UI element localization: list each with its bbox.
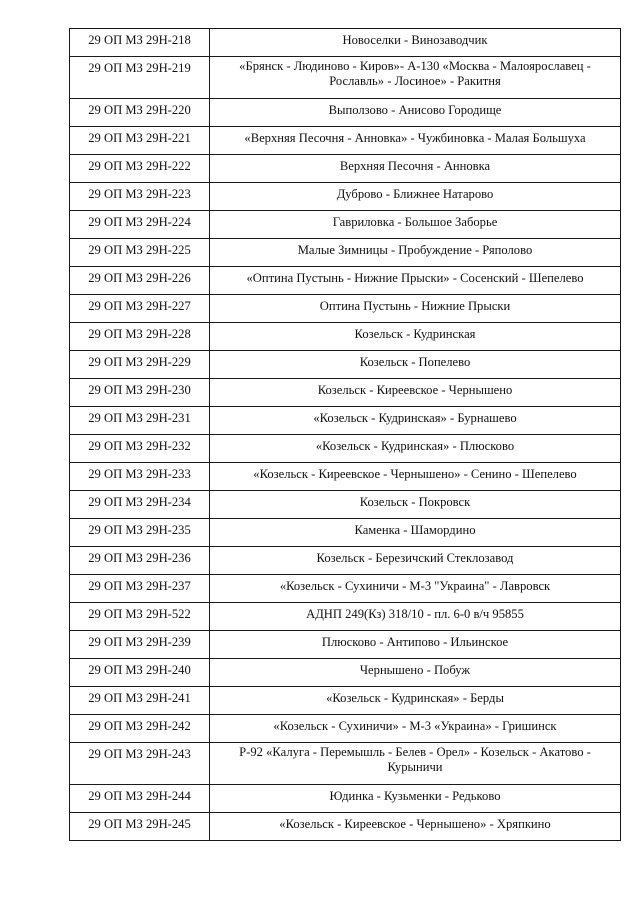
table-row <box>70 57 621 99</box>
table-row <box>70 435 621 463</box>
road-id-cell: 29 ОП МЗ 29Н-219 <box>70 57 210 99</box>
table-row <box>70 687 621 715</box>
road-id-cell: 29 ОП МЗ 29Н-229 <box>70 351 210 379</box>
road-id-cell: 29 ОП МЗ 29Н-218 <box>70 29 210 57</box>
road-name-cell: «Брянск - Людиново - Киров»- А-130 «Москва - Малоярославец - Рославль» - Лосиное» - Ракитня <box>210 57 621 99</box>
road-id-cell: 29 ОП МЗ 29Н-242 <box>70 715 210 743</box>
road-name-cell: «Оптина Пустынь - Нижние Прыски» - Сосенский - Шепелево <box>210 267 621 295</box>
road-name-cell: Верхняя Песочня - Анновка <box>210 155 621 183</box>
road-name-cell: Юдинка - Кузьменки - Редьково <box>210 785 621 813</box>
road-name-cell: Новоселки - Винозаводчик <box>210 29 621 57</box>
table-row <box>70 295 621 323</box>
table-row <box>70 239 621 267</box>
road-id-cell: 29 ОП МЗ 29Н-236 <box>70 547 210 575</box>
road-id-cell: 29 ОП МЗ 29Н-243 <box>70 743 210 785</box>
table-row <box>70 351 621 379</box>
road-name-cell: «Козельск - Сухиничи» - М-3 «Украина» - Гришинск <box>210 715 621 743</box>
table-row <box>70 547 621 575</box>
road-id-cell: 29 ОП МЗ 29Н-227 <box>70 295 210 323</box>
road-name-cell: Козельск - Попелево <box>210 351 621 379</box>
table-row <box>70 743 621 785</box>
table-row <box>70 155 621 183</box>
road-name-cell: Выползово - Анисово Городище <box>210 99 621 127</box>
table-row <box>70 463 621 491</box>
road-id-cell: 29 ОП МЗ 29Н-228 <box>70 323 210 351</box>
road-name-cell: АДНП 249(Кз) 318/10 - пл. 6-0 в/ч 95855 <box>210 603 621 631</box>
road-name-cell: Оптина Пустынь - Нижние Прыски <box>210 295 621 323</box>
road-id-cell: 29 ОП МЗ 29Н-237 <box>70 575 210 603</box>
road-name-cell: Р-92 «Калуга - Перемышль - Белев - Орел» - Козельск - Акатово - Курыничи <box>210 743 621 785</box>
road-name-cell: Плюсково - Антипово - Ильинское <box>210 631 621 659</box>
table-row <box>70 631 621 659</box>
table-row <box>70 127 621 155</box>
road-id-cell: 29 ОП МЗ 29Н-240 <box>70 659 210 687</box>
road-name-cell: «Верхняя Песочня - Анновка» - Чужбиновка - Малая Большуха <box>210 127 621 155</box>
road-id-cell: 29 ОП МЗ 29Н-221 <box>70 127 210 155</box>
roads-table <box>69 28 621 841</box>
road-id-cell: 29 ОП МЗ 29Н-233 <box>70 463 210 491</box>
road-name-cell: Гавриловка - Большое Заборье <box>210 211 621 239</box>
road-name-cell: «Козельск - Кудринская» - Бурнашево <box>210 407 621 435</box>
table-row <box>70 29 621 57</box>
table-row <box>70 715 621 743</box>
road-id-cell: 29 ОП МЗ 29Н-235 <box>70 519 210 547</box>
road-id-cell: 29 ОП МЗ 29Н-234 <box>70 491 210 519</box>
road-id-cell: 29 ОП МЗ 29Н-224 <box>70 211 210 239</box>
road-id-cell: 29 ОП МЗ 29Н-222 <box>70 155 210 183</box>
road-id-cell: 29 ОП МЗ 29Н-230 <box>70 379 210 407</box>
road-id-cell: 29 ОП МЗ 29Н-239 <box>70 631 210 659</box>
table-row <box>70 211 621 239</box>
road-name-cell: «Козельск - Киреевское - Чернышено» - Сенино - Шепелево <box>210 463 621 491</box>
road-name-cell: Козельск - Березичский Стеклозавод <box>210 547 621 575</box>
road-name-cell: Каменка - Шамордино <box>210 519 621 547</box>
road-name-cell: «Козельск - Киреевское - Чернышено» - Хряпкино <box>210 813 621 841</box>
table-row <box>70 183 621 211</box>
road-id-cell: 29 ОП МЗ 29Н-522 <box>70 603 210 631</box>
table-row <box>70 323 621 351</box>
road-name-cell: Козельск - Кудринская <box>210 323 621 351</box>
table-row <box>70 99 621 127</box>
road-id-cell: 29 ОП МЗ 29Н-226 <box>70 267 210 295</box>
road-name-cell: Козельск - Покровск <box>210 491 621 519</box>
table-row <box>70 519 621 547</box>
table-row <box>70 491 621 519</box>
road-id-cell: 29 ОП МЗ 29Н-245 <box>70 813 210 841</box>
road-name-cell: Козельск - Киреевское - Чернышено <box>210 379 621 407</box>
road-name-cell: Малые Зимницы - Пробуждение - Ряполово <box>210 239 621 267</box>
table-row <box>70 785 621 813</box>
road-name-cell: Дуброво - Ближнее Натарово <box>210 183 621 211</box>
road-id-cell: 29 ОП МЗ 29Н-223 <box>70 183 210 211</box>
table-row <box>70 575 621 603</box>
table-row <box>70 659 621 687</box>
table-row <box>70 603 621 631</box>
table-row <box>70 813 621 841</box>
table-row <box>70 379 621 407</box>
table-row <box>70 267 621 295</box>
road-name-cell: «Козельск - Кудринская» - Плюсково <box>210 435 621 463</box>
road-id-cell: 29 ОП МЗ 29Н-232 <box>70 435 210 463</box>
road-name-cell: «Козельск - Кудринская» - Берды <box>210 687 621 715</box>
road-id-cell: 29 ОП МЗ 29Н-231 <box>70 407 210 435</box>
roads-table-body <box>70 29 621 841</box>
table-row <box>70 407 621 435</box>
road-id-cell: 29 ОП МЗ 29Н-220 <box>70 99 210 127</box>
road-id-cell: 29 ОП МЗ 29Н-241 <box>70 687 210 715</box>
road-name-cell: Чернышено - Побуж <box>210 659 621 687</box>
road-id-cell: 29 ОП МЗ 29Н-225 <box>70 239 210 267</box>
road-name-cell: «Козельск - Сухиничи - М-3 "Украина" - Лавровск <box>210 575 621 603</box>
road-id-cell: 29 ОП МЗ 29Н-244 <box>70 785 210 813</box>
